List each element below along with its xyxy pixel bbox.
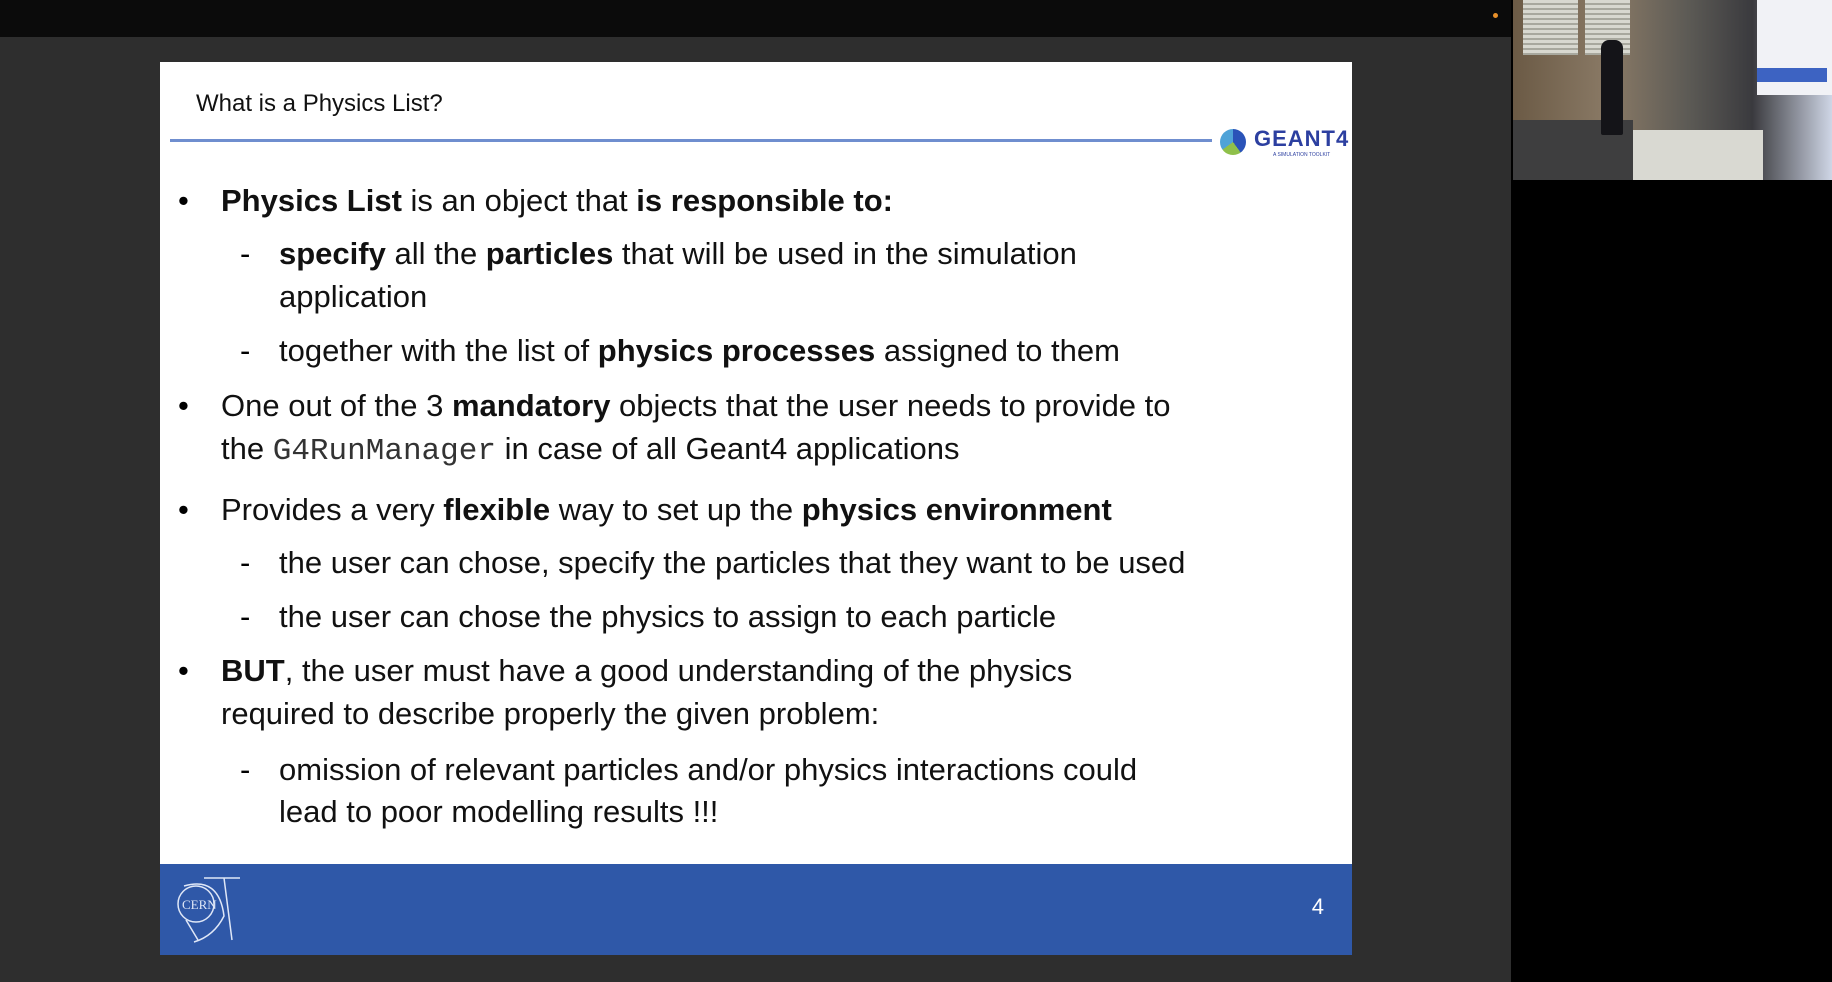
dash-icon: - [240,545,251,580]
bullet-4: BUT, the user must have a good understanding of the physics [221,653,1073,688]
cern-logo-icon [174,876,244,944]
dash-icon: - [240,599,251,634]
dash-icon: - [240,752,251,787]
dash-icon: - [240,333,251,368]
bullet-3: Provides a very flexible way to set up the physics environment [221,492,1112,527]
bullet-1: Physics List is an object that is responsible to: [221,183,893,218]
bullet-2: One out of the 3 mandatory objects that the user needs to provide to [221,388,1171,423]
title-divider [170,139,1212,142]
bullet-icon: • [178,653,189,688]
dash-icon: - [240,236,251,271]
sub-bullet-cont: lead to poor modelling results !!! [279,794,719,829]
slide-footer [160,864,1352,955]
sub-bullet: omission of relevant particles and/or physics interactions could [279,752,1138,787]
sub-bullet: together with the list of physics processes assigned to them [279,333,1120,368]
speaker-video[interactable] [1513,0,1832,180]
sub-bullet: the user can chose, specify the particles that they want to be used [279,545,1186,580]
sub-bullet: the user can chose the physics to assign to each particle [279,599,1057,634]
bullet-icon: • [178,183,189,218]
bullet-icon: • [178,492,189,527]
geant4-swirl-icon [1220,129,1246,155]
sub-bullet-cont: application [279,279,428,314]
recording-indicator [1493,13,1498,18]
page-number: 4 [1311,894,1324,919]
bullet-icon: • [178,388,189,423]
presentation-slide [160,62,1352,955]
slide-title: What is a Physics List? [196,90,443,117]
sub-bullet: specify all the particles that will be used in the simulation [279,236,1077,271]
bullet-2-cont: the G4RunManager in case of all Geant4 applications [221,431,960,469]
svg-text:CERN: CERN [182,897,217,912]
bullet-4-cont: required to describe properly the given problem: [221,696,880,731]
geant4-logo: GEANT4 A SIMULATION TOOLKIT [1220,126,1349,158]
top-bar [0,0,1511,37]
